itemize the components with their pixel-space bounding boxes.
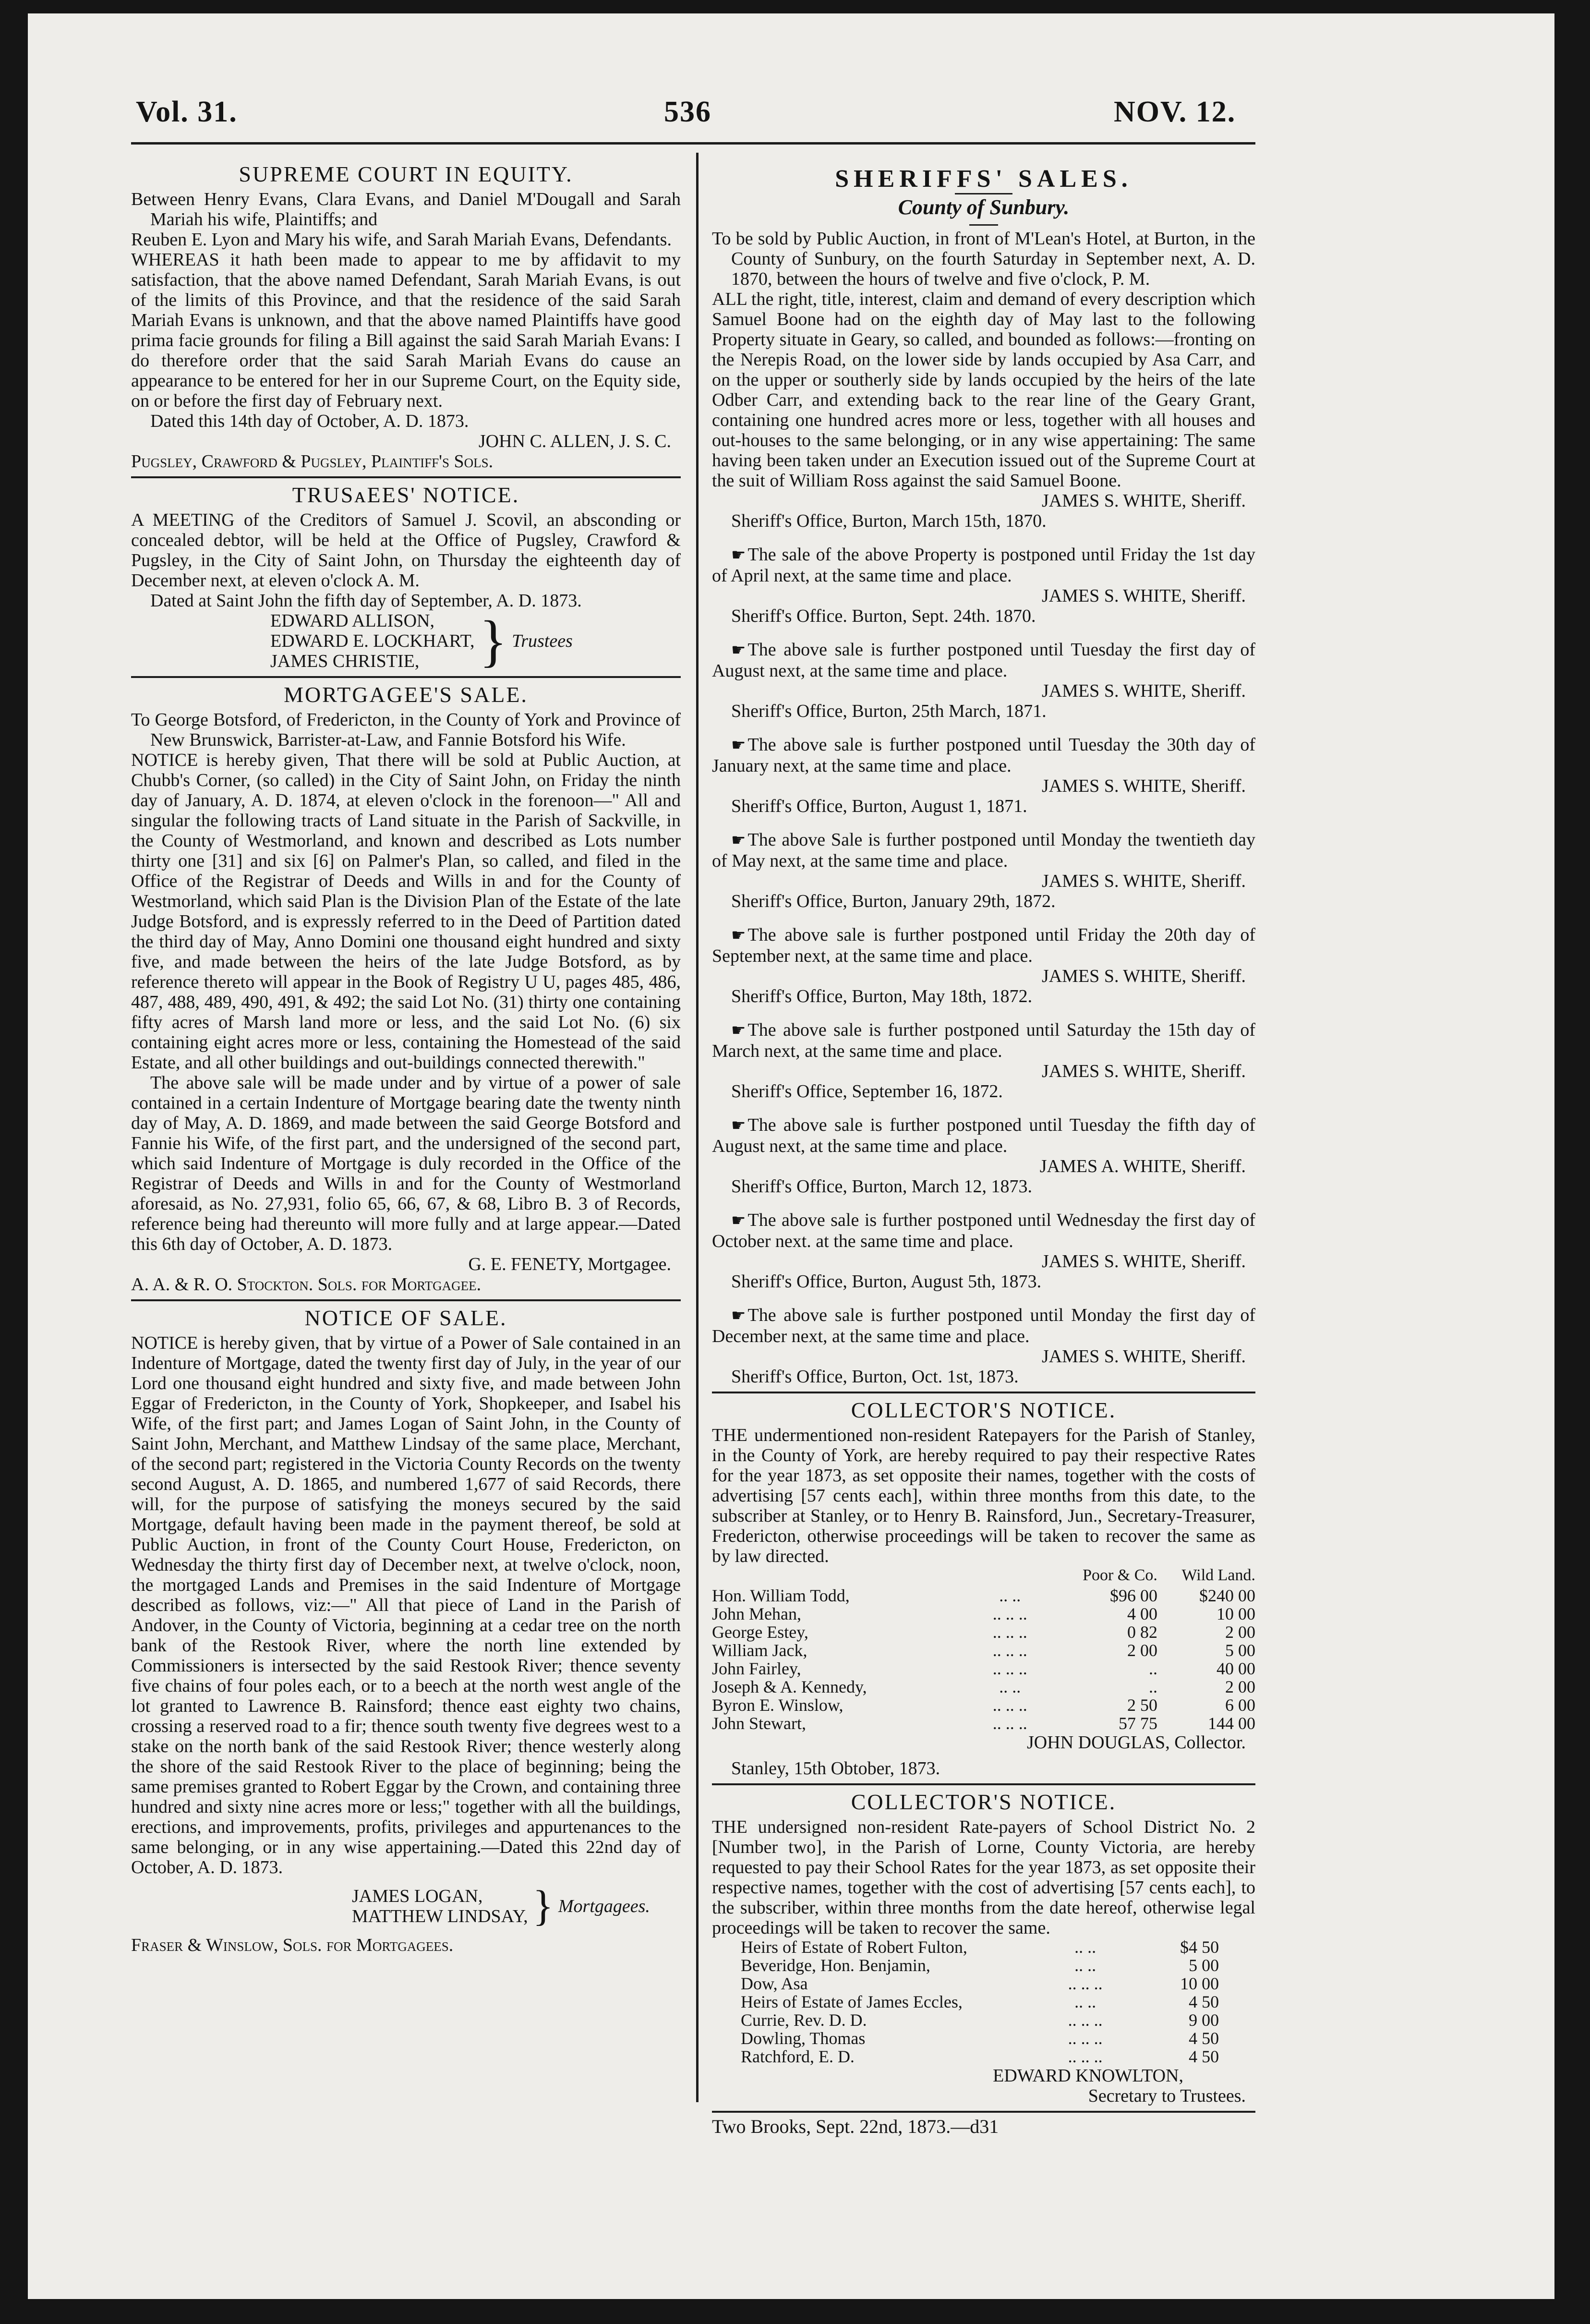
pointing-hand-icon: ☛ bbox=[731, 1022, 745, 1040]
table-row bbox=[741, 1938, 1219, 1956]
volume-number: Vol. 31. bbox=[136, 96, 238, 128]
mortgagee-name: JAMES LOGAN, bbox=[352, 1886, 483, 1906]
postponement bbox=[712, 1020, 1255, 1101]
school-rates-table bbox=[741, 1938, 1219, 2066]
dated-line: Two Brooks, Sept. 22nd, 1873.—d31 bbox=[712, 2116, 999, 2137]
leader-dots: .. .. .. bbox=[992, 1604, 1027, 1623]
sheriffs-sales bbox=[712, 165, 1255, 1387]
poor-rate: 0 82 bbox=[1127, 1622, 1157, 1642]
header-rule bbox=[131, 142, 1255, 145]
rate-amount: 10 00 bbox=[1180, 1974, 1219, 1993]
notice-body: THE undersigned non-resident Rate-payers of School District No. 2 [Number two], in the Parish of Lorne, County Victoria, are hereby requested to pay their School Rates for the year 1873, as set opposite their respective names, together with the cost of advertising [57 cents each], to the subscriber, within three months from the date hereof, otherwise legal proceedings will be taken to recover the same. bbox=[712, 1817, 1255, 1938]
leader-dots: .. .. bbox=[999, 1677, 1021, 1696]
section-rule bbox=[712, 1392, 1255, 1393]
leader-dots: .. .. .. bbox=[1068, 2010, 1103, 2030]
pointing-hand-icon: ☛ bbox=[731, 832, 745, 849]
pointing-hand-icon: ☛ bbox=[731, 546, 745, 564]
notice-body: A MEETING of the Creditors of Samuel J. Scovil, an absconding or concealed debtor, will be held at the Office of Pugsley, Crawford & Pugsley, in the City of Saint John, on Thursday the eighteenth day of December next, at eleven o'clock A. M. bbox=[131, 510, 681, 591]
ratepayer-name: Hon. William Todd, bbox=[712, 1586, 850, 1605]
leader-dots: .. .. bbox=[1074, 1937, 1096, 1957]
table-row bbox=[712, 1659, 1255, 1678]
page-number: 536 bbox=[664, 96, 711, 128]
ratepayer-name: Dowling, Thomas bbox=[741, 2029, 866, 2048]
postponement-text: The above sale is further postponed until Monday the first day of December next, at the same time and place. bbox=[712, 1305, 1255, 1346]
table-row bbox=[712, 1623, 1255, 1641]
brace-glyph: } bbox=[479, 609, 507, 673]
poor-rate: 2 00 bbox=[1127, 1641, 1157, 1660]
section-title: SUPREME COURT IN EQUITY. bbox=[239, 162, 573, 186]
rate-amount: 4 50 bbox=[1189, 2029, 1219, 2048]
signature: G. E. FENETY, Mortgagee. bbox=[468, 1254, 671, 1274]
poor-rate: 4 00 bbox=[1127, 1604, 1157, 1623]
notice-body-2: The above sale will be made under and by virtue of a power of sale contained in a certain Indenture of Mortgage bearing date the twenty ninth day of May, A. D. 1869, and made between the said George Botsford and Fannie his Wife, of the first part, and the undersigned of the second part, which said Indenture of Mortgage is duly recorded in the Office of the Registrar of Deeds and Wills in and for the County of Westmorland aforesaid, as No. 27,931, folio 65, 66, 67, & 68, Libro B. 3 of Records, reference being had thereunto will more fully and at large appear.—Dated this 6th day of October, A. D. 1873. bbox=[131, 1073, 681, 1254]
ratepayer-name: Dow, Asa bbox=[741, 1974, 808, 1993]
postponement bbox=[712, 735, 1255, 816]
section-title: TRUSᴀEES' NOTICE. bbox=[292, 483, 520, 507]
postponement bbox=[712, 1305, 1255, 1387]
poor-rate: $96 00 bbox=[1109, 1586, 1157, 1605]
notice-body: ALL the right, title, interest, claim and demand of every description which Samuel Boone had on the eighth day of May last to the following Property situate in Geary, so called, and bounded as follows:—fronting on the Nerepis Road, on the lower side by lands occupied by Asa Carr, and on the upper or southerly side by lands occupied by the heirs of the late Odber Carr, and extending back to the rear line of the Geary Grant, containing one hundred acres more or less, together with all houses and out-houses to the same belonging, or in any wise appertaining: The same having been taken under an Execution issued out of the Supreme Court at the suit of William Ross against the said Samuel Boone. bbox=[712, 289, 1255, 491]
leader-dots: .. .. .. bbox=[992, 1641, 1027, 1660]
wild-land-rate: 5 00 bbox=[1225, 1641, 1255, 1660]
section-rule bbox=[712, 1783, 1255, 1785]
office-date: Sheriff's Office, Burton, August 5th, 1873. bbox=[731, 1271, 1042, 1292]
notice-body: NOTICE is hereby given, That there will be sold at Public Auction, at Chubb's Corner, (so called) in the City of Saint John, on Friday the ninth day of January, A. D. 1874, at eleven o'clock in the forenoon—" All and singular the following tracts of Land situate in the Parish of Sackville, in the County of Westmorland, and known and described as Lots number thirty one [31] and six [6] on Palmer's Plan, so called, and filed in the Office of the Registrar of Deeds and Wills in and for the County of Westmorland, which said Plan is the Division Plan of the Estate of the late Judge Botsford, and is expressly referred to in the Deed of Partition dated the third day of May, Anno Domini one thousand eight hundred and sixty five, and made between the heirs of the late Judge Botsford, as by reference thereto will appear in the Book of Registry U U, pages 485, 486, 487, 488, 489, 490, 491, & 492; the said Lot No. (31) thirty one containing fifty acres of Marsh land more or less, and the said Lot No. (6) six containing eight acres more or less, containing the Homestead of the said Estate, and all other buildings and out-buildings connected therewith." bbox=[131, 750, 681, 1073]
section-rule bbox=[131, 1299, 681, 1301]
signature: EDWARD KNOWLTON, bbox=[993, 2066, 1183, 2086]
table-row bbox=[741, 1993, 1219, 2011]
leader-dots: .. .. bbox=[1074, 1992, 1096, 2011]
pointing-hand-icon: ☛ bbox=[731, 1212, 745, 1230]
trustee-name: EDWARD ALLISON, bbox=[270, 611, 434, 631]
addressee: To George Botsford, of Fredericton, in the County of York and Province of New Brunswick, Barrister-at-Law, and Fannie Botsford his Wife. bbox=[131, 710, 681, 750]
wild-land-rate: 10 00 bbox=[1217, 1604, 1255, 1623]
column-header: Wild Land. bbox=[1181, 1566, 1255, 1584]
signature: JAMES S. WHITE, Sheriff. bbox=[1041, 491, 1246, 511]
collectors-notice-stanley bbox=[712, 1400, 1255, 1779]
pointing-hand-icon: ☛ bbox=[731, 1307, 745, 1325]
trustee-signatures bbox=[270, 611, 681, 671]
wild-land-rate: 40 00 bbox=[1217, 1659, 1255, 1678]
signature: JAMES S. WHITE, Sheriff. bbox=[1041, 966, 1246, 986]
leader-dots: .. .. .. bbox=[1068, 1974, 1103, 1993]
parties-plaintiffs: Between Henry Evans, Clara Evans, and Daniel M'Dougall and Sarah Mariah his wife, Plaintiffs; and bbox=[131, 189, 681, 230]
ratepayer-name: Heirs of Estate of James Eccles, bbox=[741, 1992, 963, 2011]
signature: JOHN C. ALLEN, J. S. C. bbox=[478, 431, 671, 451]
office-date: Sheriff's Office, Burton, March 12, 1873. bbox=[731, 1176, 1033, 1197]
poor-rate: 57 75 bbox=[1118, 1714, 1157, 1733]
ratepayer-name: Byron E. Winslow, bbox=[712, 1695, 843, 1715]
solicitors: Pugsley, Crawford & Pugsley, Plaintiff's Sols. bbox=[131, 451, 494, 472]
rate-amount: 4 50 bbox=[1189, 2047, 1219, 2066]
section-title: COLLECTOR'S NOTICE. bbox=[851, 1790, 1117, 1814]
postponement bbox=[712, 545, 1255, 626]
office-date: Sheriff's Office, Burton, March 15th, 1870. bbox=[731, 511, 1047, 531]
mortgagee-name: MATTHEW LINDSAY, bbox=[352, 1906, 528, 1926]
notice-body: THE undermentioned non-resident Ratepayers for the Parish of Stanley, in the County of York, are hereby required to pay their respective Rates for the year 1873, as set opposite their names, together with the costs of advertising [57 cents each], within three months from this date, to the subscriber at Stanley, or to Henry B. Rainsford, Jun., Secretary-Treasurer, Fredericton, otherwise proceedings will be taken to recover the same as by law directed. bbox=[712, 1425, 1255, 1566]
leader-dots: .. .. .. bbox=[1068, 2047, 1103, 2066]
leader-dots: .. .. .. bbox=[1068, 2029, 1103, 2048]
parties-defendants: Reuben E. Lyon and Mary his wife, and Sarah Mariah Evans, Defendants. bbox=[131, 230, 672, 250]
left-column bbox=[131, 157, 681, 1960]
wild-land-rate: 2 00 bbox=[1225, 1622, 1255, 1642]
poor-rate: .. bbox=[1148, 1659, 1157, 1678]
poor-rate: 2 50 bbox=[1127, 1695, 1157, 1715]
signature: JAMES S. WHITE, Sheriff. bbox=[1041, 871, 1246, 891]
leader-dots: .. .. .. bbox=[992, 1695, 1027, 1715]
postponement-text: The above Sale is further postponed until Monday the twentieth day of May next, at the same time and place. bbox=[712, 830, 1255, 871]
office-date: Sheriff's Office, Burton, Oct. 1st, 1873. bbox=[731, 1367, 1019, 1387]
section-title: MORTGAGEE'S SALE. bbox=[284, 682, 528, 707]
table-row bbox=[712, 1678, 1255, 1696]
leader-dots: .. .. bbox=[999, 1586, 1021, 1605]
mortgagee-signatures bbox=[352, 1877, 681, 1935]
office-date: Sheriff's Office, September 16, 1872. bbox=[731, 1081, 1003, 1101]
signature: JOHN DOUGLAS, Collector. bbox=[1027, 1732, 1246, 1753]
ratepayer-name: Ratchford, E. D. bbox=[741, 2047, 855, 2066]
ratepayers-table bbox=[712, 1566, 1255, 1732]
leader-dots: .. .. bbox=[1074, 1956, 1096, 1975]
signature: JAMES S. WHITE, Sheriff. bbox=[1041, 586, 1246, 606]
table-row bbox=[712, 1714, 1255, 1732]
ratepayer-name: John Fairley, bbox=[712, 1659, 801, 1678]
table-row bbox=[712, 1696, 1255, 1714]
solicitors: Fraser & Winslow, Sols. for Mortgagees. bbox=[131, 1935, 454, 1955]
office-date: Sheriff's Office, Burton, May 18th, 1872. bbox=[731, 986, 1033, 1006]
trustee-name: JAMES CHRISTIE, bbox=[270, 651, 420, 671]
postponement bbox=[712, 1210, 1255, 1292]
county-heading: County of Sunbury. bbox=[898, 195, 1070, 219]
pointing-hand-icon: ☛ bbox=[731, 737, 745, 754]
ratepayer-name: George Estey, bbox=[712, 1622, 808, 1642]
brace-glyph: } bbox=[532, 1882, 554, 1930]
leader-dots: .. .. .. bbox=[992, 1714, 1027, 1733]
section-title: NOTICE OF SALE. bbox=[304, 1306, 507, 1330]
ratepayer-name: Heirs of Estate of Robert Fulton, bbox=[741, 1937, 967, 1957]
ratepayer-name: Joseph & A. Kennedy, bbox=[712, 1677, 867, 1696]
rate-amount: $4 50 bbox=[1180, 1937, 1219, 1957]
dated-line: Dated this 14th day of October, A. D. 1873. bbox=[150, 411, 469, 431]
mortgagee-sale bbox=[131, 682, 681, 1295]
signature: JAMES A. WHITE, Sheriff. bbox=[1039, 1156, 1246, 1176]
notice-of-sale bbox=[131, 1308, 681, 1955]
leader-dots: .. .. .. bbox=[992, 1622, 1027, 1642]
signature: JAMES S. WHITE, Sheriff. bbox=[1041, 1061, 1246, 1081]
trustees-notice bbox=[131, 485, 681, 671]
signature: JAMES S. WHITE, Sheriff. bbox=[1041, 1346, 1246, 1367]
rate-amount: 4 50 bbox=[1189, 1992, 1219, 2011]
notice-body: WHEREAS it hath been made to appear to me by affidavit to my satisfaction, that the above named Defendant, Sarah Mariah Evans, is out of the limits of this Province, and that the residence of the said Sarah Mariah Evans is unknown, and that the above named Plaintiffs have good prima facie grounds for filing a Bill against the said Sarah Mariah Evans: I do therefore order that the said Sarah Mariah Evans do cause an appearance to be entered for her in our Supreme Court, on the Equity side, on or before the first day of February next. bbox=[131, 250, 681, 411]
table-header-row bbox=[712, 1566, 1255, 1586]
newspaper-page bbox=[28, 13, 1554, 2299]
pointing-hand-icon: ☛ bbox=[731, 642, 745, 659]
section-rule bbox=[131, 476, 681, 478]
wild-land-rate: 6 00 bbox=[1225, 1695, 1255, 1715]
poor-rate: .. bbox=[1148, 1677, 1157, 1696]
postponement bbox=[712, 640, 1255, 721]
postponement bbox=[712, 1115, 1255, 1197]
mortgagees-role: Mortgagees. bbox=[558, 1896, 650, 1916]
sale-intro: To be sold by Public Auction, in front of M'Lean's Hotel, at Burton, in the County of Sunbury, on the fourth Saturday in September next, A. D. 1870, between the hours of twelve and five o'clock, P. M. bbox=[712, 229, 1255, 289]
rate-amount: 9 00 bbox=[1189, 2010, 1219, 2030]
office-date: Sheriff's Office, Burton, August 1, 1871. bbox=[731, 796, 1027, 816]
dated-line: Stanley, 15th Obtober, 1873. bbox=[731, 1758, 940, 1779]
section-rule bbox=[131, 676, 681, 678]
wild-land-rate: 144 00 bbox=[1208, 1714, 1255, 1733]
table-row bbox=[712, 1641, 1255, 1659]
signature: JAMES S. WHITE, Sheriff. bbox=[1041, 1251, 1246, 1271]
column-header: Poor & Co. bbox=[1083, 1566, 1157, 1584]
supreme-court-notice bbox=[131, 164, 681, 472]
dated-line: Dated at Saint John the fifth day of September, A. D. 1873. bbox=[150, 591, 582, 611]
postponement-text: The above sale is further postponed until Wednesday the first day of October next. at the same time and place. bbox=[712, 1210, 1255, 1251]
office-date: Sheriff's Office, Burton, 25th March, 1871. bbox=[731, 701, 1047, 721]
right-column bbox=[712, 157, 1255, 2142]
issue-date: NOV. 12. bbox=[1114, 96, 1236, 128]
section-title: COLLECTOR'S NOTICE. bbox=[851, 1398, 1117, 1422]
pointing-hand-icon: ☛ bbox=[731, 927, 745, 944]
trustee-name: EDWARD E. LOCKHART, bbox=[270, 631, 475, 651]
pointing-hand-icon: ☛ bbox=[731, 1117, 745, 1135]
wild-land-rate: 2 00 bbox=[1225, 1677, 1255, 1696]
ratepayer-name: John Mehan, bbox=[712, 1604, 801, 1623]
short-rule bbox=[955, 193, 1012, 194]
postponement-text: The above sale is further postponed until Tuesday the fifth day of August next, at the same time and place. bbox=[712, 1115, 1255, 1156]
office-date: Sheriff's Office. Burton, Sept. 24th. 1870. bbox=[731, 606, 1036, 626]
signature-title: Secretary to Trustees. bbox=[1088, 2086, 1246, 2106]
table-row bbox=[712, 1586, 1255, 1605]
collectors-notice-lorne bbox=[712, 1792, 1255, 2137]
table-row bbox=[712, 1605, 1255, 1623]
signature: JAMES S. WHITE, Sheriff. bbox=[1041, 776, 1246, 796]
postponement bbox=[712, 830, 1255, 911]
postponement-text: The above sale is further postponed until Friday the 20th day of September next, at the same time and place. bbox=[712, 925, 1255, 966]
rate-amount: 5 00 bbox=[1189, 1956, 1219, 1975]
postponement-text: The above sale is further postponed until Tuesday the 30th day of January next, at the same time and place. bbox=[712, 735, 1255, 776]
postponement-text: The sale of the above Property is postponed until Friday the 1st day of April next, at the same time and place. bbox=[712, 545, 1255, 586]
notice-body: NOTICE is hereby given, that by virtue of a Power of Sale contained in an Indenture of Mortgage, dated the twenty first day of July, in the year of our Lord one thousand eight hundred and sixty five, and made between John Eggar of Fredericton, in the County of York, Shopkeeper, and Isabel his Wife, of the first part; and James Logan of Saint John, in the County of Saint John, Merchant, and Matthew Lindsay of the same place, Merchant, of the second part; registered in the Victoria County Records on the twenty second August, A. D. 1865, and numbered 1,677 of said Records, there will, for the purpose of satisfying the moneys secured by the said Mortgage, default having been made in the payment thereof, be sold at Public Auction, in front of the County Court House, Fredericton, on Wednesday the thirty first day of December next, at twelve o'clock, noon, the mortgaged Lands and Premises in the said Indenture of Mortgage described as follows, viz:—" All that piece of Land in the Parish of Andover, in the County of Victoria, beginning at a cedar tree on the north bank of the Restook River, where the north line extended by Commissioners is intersected by the said Restook River; thence seventy five chains of four poles each, or to a beech at the north west angle of the lot granted to Lawrence B. Rainsford; thence east eighty two chains, crossing a reserved road to a fir; thence south twenty five degrees west to a stake on the north bank of the said Restook River; thence westerly along the shore of the said Restook River to the place of beginning; being the same premises granted to Robert Eggar by the Crown, and containing three hundred and sixty nine acres more or less;" together with all the buildings, erections, and improvements, profits, privileges and appurtenances to the same belonging, or in any wise appertaining.—Dated this 22nd day of October, A. D. 1873. bbox=[131, 1333, 681, 1877]
table-row bbox=[741, 2047, 1219, 2066]
postponement-text: The above sale is further postponed until Saturday the 15th day of March next, at the same time and place. bbox=[712, 1020, 1255, 1061]
ratepayer-name: Currie, Rev. D. D. bbox=[741, 2010, 867, 2030]
section-rule bbox=[712, 2111, 1255, 2113]
postponement bbox=[712, 925, 1255, 1006]
table-row bbox=[741, 2029, 1219, 2047]
ratepayer-name: Beveridge, Hon. Benjamin, bbox=[741, 1956, 930, 1975]
ratepayer-name: William Jack, bbox=[712, 1641, 807, 1660]
postponement-text: The above sale is further postponed until Tuesday the first day of August next, at the same time and place. bbox=[712, 640, 1255, 681]
table-row bbox=[741, 2011, 1219, 2029]
short-rule bbox=[969, 224, 998, 226]
table-row bbox=[741, 1974, 1219, 1993]
column-divider bbox=[696, 153, 699, 2102]
wild-land-rate: $240 00 bbox=[1199, 1586, 1255, 1605]
signature: JAMES S. WHITE, Sheriff. bbox=[1041, 681, 1246, 701]
leader-dots: .. .. .. bbox=[992, 1659, 1027, 1678]
trustees-role: Trustees bbox=[512, 631, 573, 651]
ratepayer-name: John Stewart, bbox=[712, 1714, 806, 1733]
office-date: Sheriff's Office, Burton, January 29th, 1872. bbox=[731, 891, 1056, 911]
section-title: SHERIFFS' SALES. bbox=[835, 165, 1132, 193]
table-row bbox=[741, 1956, 1219, 1974]
solicitors: A. A. & R. O. Stockton. Sols. for Mortgagee. bbox=[131, 1274, 482, 1295]
